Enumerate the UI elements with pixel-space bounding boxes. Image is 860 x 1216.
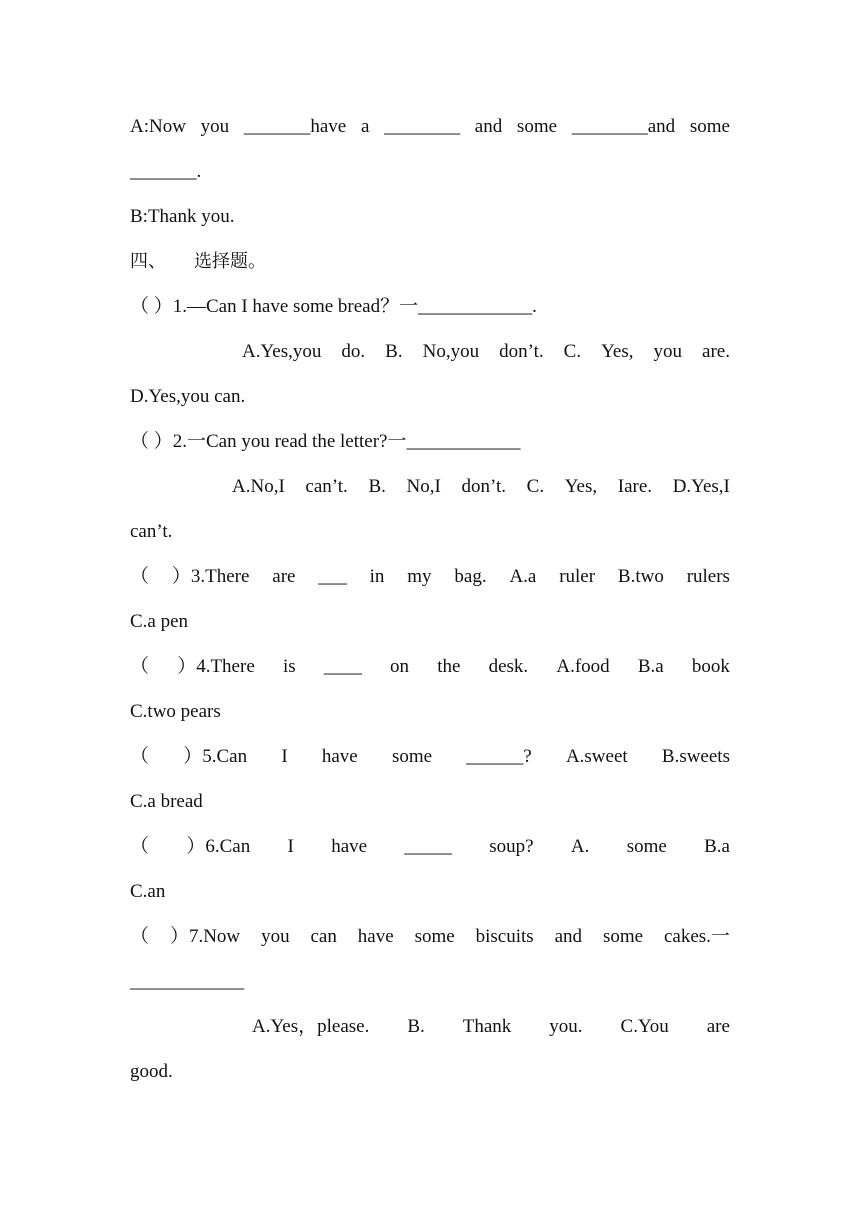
question-7-line bbox=[130, 922, 730, 952]
word: bag. bbox=[454, 566, 487, 587]
word: are bbox=[272, 566, 296, 587]
word: soup? bbox=[489, 836, 534, 857]
word: A.food bbox=[556, 656, 610, 677]
section-title: 选择题。 bbox=[194, 251, 266, 272]
word: some bbox=[414, 926, 455, 947]
word: and bbox=[474, 116, 503, 137]
question-1-options bbox=[242, 337, 730, 367]
word: you bbox=[653, 341, 683, 362]
word: don’t. bbox=[499, 341, 544, 362]
word: and bbox=[554, 926, 583, 947]
word: B. bbox=[407, 1016, 425, 1037]
word: D.Yes,I bbox=[672, 476, 730, 497]
question-4-line bbox=[130, 652, 730, 682]
word: I bbox=[281, 746, 288, 767]
question-6-line bbox=[130, 832, 730, 862]
word: C. bbox=[563, 341, 582, 362]
word: No,I bbox=[406, 476, 441, 497]
word: is bbox=[282, 656, 296, 677]
word: Iare. bbox=[617, 476, 653, 497]
word: ）3.There bbox=[171, 566, 250, 587]
word: B.a bbox=[704, 836, 730, 857]
word: A.sweet bbox=[565, 746, 628, 767]
question-7-options-cont: good. bbox=[130, 1061, 173, 1082]
word: biscuits bbox=[475, 926, 534, 947]
section-heading bbox=[130, 247, 730, 277]
question-3-cont: C.a pen bbox=[130, 611, 189, 632]
word: Yes, bbox=[564, 476, 598, 497]
word: B. bbox=[368, 476, 386, 497]
word: a bbox=[360, 116, 370, 137]
word: ruler bbox=[559, 566, 596, 587]
word: ____ bbox=[323, 656, 362, 677]
word: don’t. bbox=[461, 476, 506, 497]
word: are bbox=[706, 1016, 730, 1037]
word: No,you bbox=[422, 341, 480, 362]
word: B.sweets bbox=[661, 746, 730, 767]
word: have bbox=[357, 926, 394, 947]
word: I bbox=[287, 836, 294, 857]
word: my bbox=[407, 566, 432, 587]
word: （ bbox=[130, 566, 150, 587]
word: cakes.一 bbox=[663, 926, 730, 947]
word: （ bbox=[130, 656, 150, 677]
word: _____ bbox=[404, 836, 452, 857]
word: ________ bbox=[384, 116, 461, 137]
dialogue-a-line bbox=[130, 112, 730, 142]
word: ___ bbox=[318, 566, 347, 587]
word: B. bbox=[385, 341, 403, 362]
word: some bbox=[516, 116, 558, 137]
word: C. bbox=[526, 476, 545, 497]
word: some bbox=[689, 116, 730, 137]
word: book bbox=[691, 656, 730, 677]
word: A:Now bbox=[130, 116, 186, 137]
word: B.two bbox=[617, 566, 664, 587]
word: ______? bbox=[466, 746, 532, 767]
word: desk. bbox=[488, 656, 529, 677]
word: Yes, bbox=[601, 341, 634, 362]
dialogue-a-line-cont: _______. bbox=[130, 161, 202, 182]
question-5-line bbox=[130, 742, 730, 772]
word: A.No,I bbox=[232, 476, 285, 497]
word: Thank bbox=[462, 1016, 512, 1037]
word: have bbox=[321, 746, 358, 767]
word: ）5.Can bbox=[183, 746, 248, 767]
word: some bbox=[391, 746, 433, 767]
word: B.a bbox=[637, 656, 664, 677]
word: you bbox=[261, 926, 290, 947]
word: A.Yes,you bbox=[242, 341, 322, 362]
word: in bbox=[369, 566, 385, 587]
word: _______have bbox=[243, 116, 347, 137]
question-1-stem: （ ）1.—Can I have some bread？一____________. bbox=[130, 296, 537, 317]
word: A.Yes，please. bbox=[252, 1016, 370, 1037]
question-2-options-cont: can’t. bbox=[130, 521, 173, 542]
dialogue-b-line: B:Thank you. bbox=[130, 206, 235, 227]
word: do. bbox=[341, 341, 366, 362]
question-4-cont: C.two pears bbox=[130, 701, 221, 722]
question-2-stem: （ ）2.一Can you read the letter?一____________ bbox=[130, 431, 521, 452]
word: you bbox=[200, 116, 230, 137]
word: A. bbox=[570, 836, 590, 857]
word: A.a bbox=[509, 566, 537, 587]
word: ________and bbox=[571, 116, 676, 137]
word: ）6.Can bbox=[186, 836, 251, 857]
word: C.You bbox=[620, 1016, 669, 1037]
word: ）4.There bbox=[177, 656, 255, 677]
word: some bbox=[602, 926, 644, 947]
question-3-line bbox=[130, 562, 730, 592]
word: the bbox=[437, 656, 461, 677]
question-5-cont: C.a bread bbox=[130, 791, 203, 812]
word: on bbox=[390, 656, 410, 677]
section-number: 四、 bbox=[130, 251, 166, 272]
word: you. bbox=[549, 1016, 583, 1037]
word: （ bbox=[130, 926, 150, 947]
word: ）7.Now bbox=[169, 926, 241, 947]
word: （ bbox=[130, 746, 150, 767]
word: rulers bbox=[686, 566, 730, 587]
word: can bbox=[310, 926, 337, 947]
word: some bbox=[626, 836, 667, 857]
word: have bbox=[331, 836, 368, 857]
word: （ bbox=[130, 836, 150, 857]
question-1-options-cont: D.Yes,you can. bbox=[130, 386, 246, 407]
question-2-options bbox=[232, 472, 730, 502]
question-6-cont: C.an bbox=[130, 881, 166, 902]
question-7-cont: ____________ bbox=[130, 971, 244, 992]
word: can’t. bbox=[305, 476, 348, 497]
question-7-options bbox=[252, 1012, 730, 1042]
word: are. bbox=[702, 341, 730, 362]
